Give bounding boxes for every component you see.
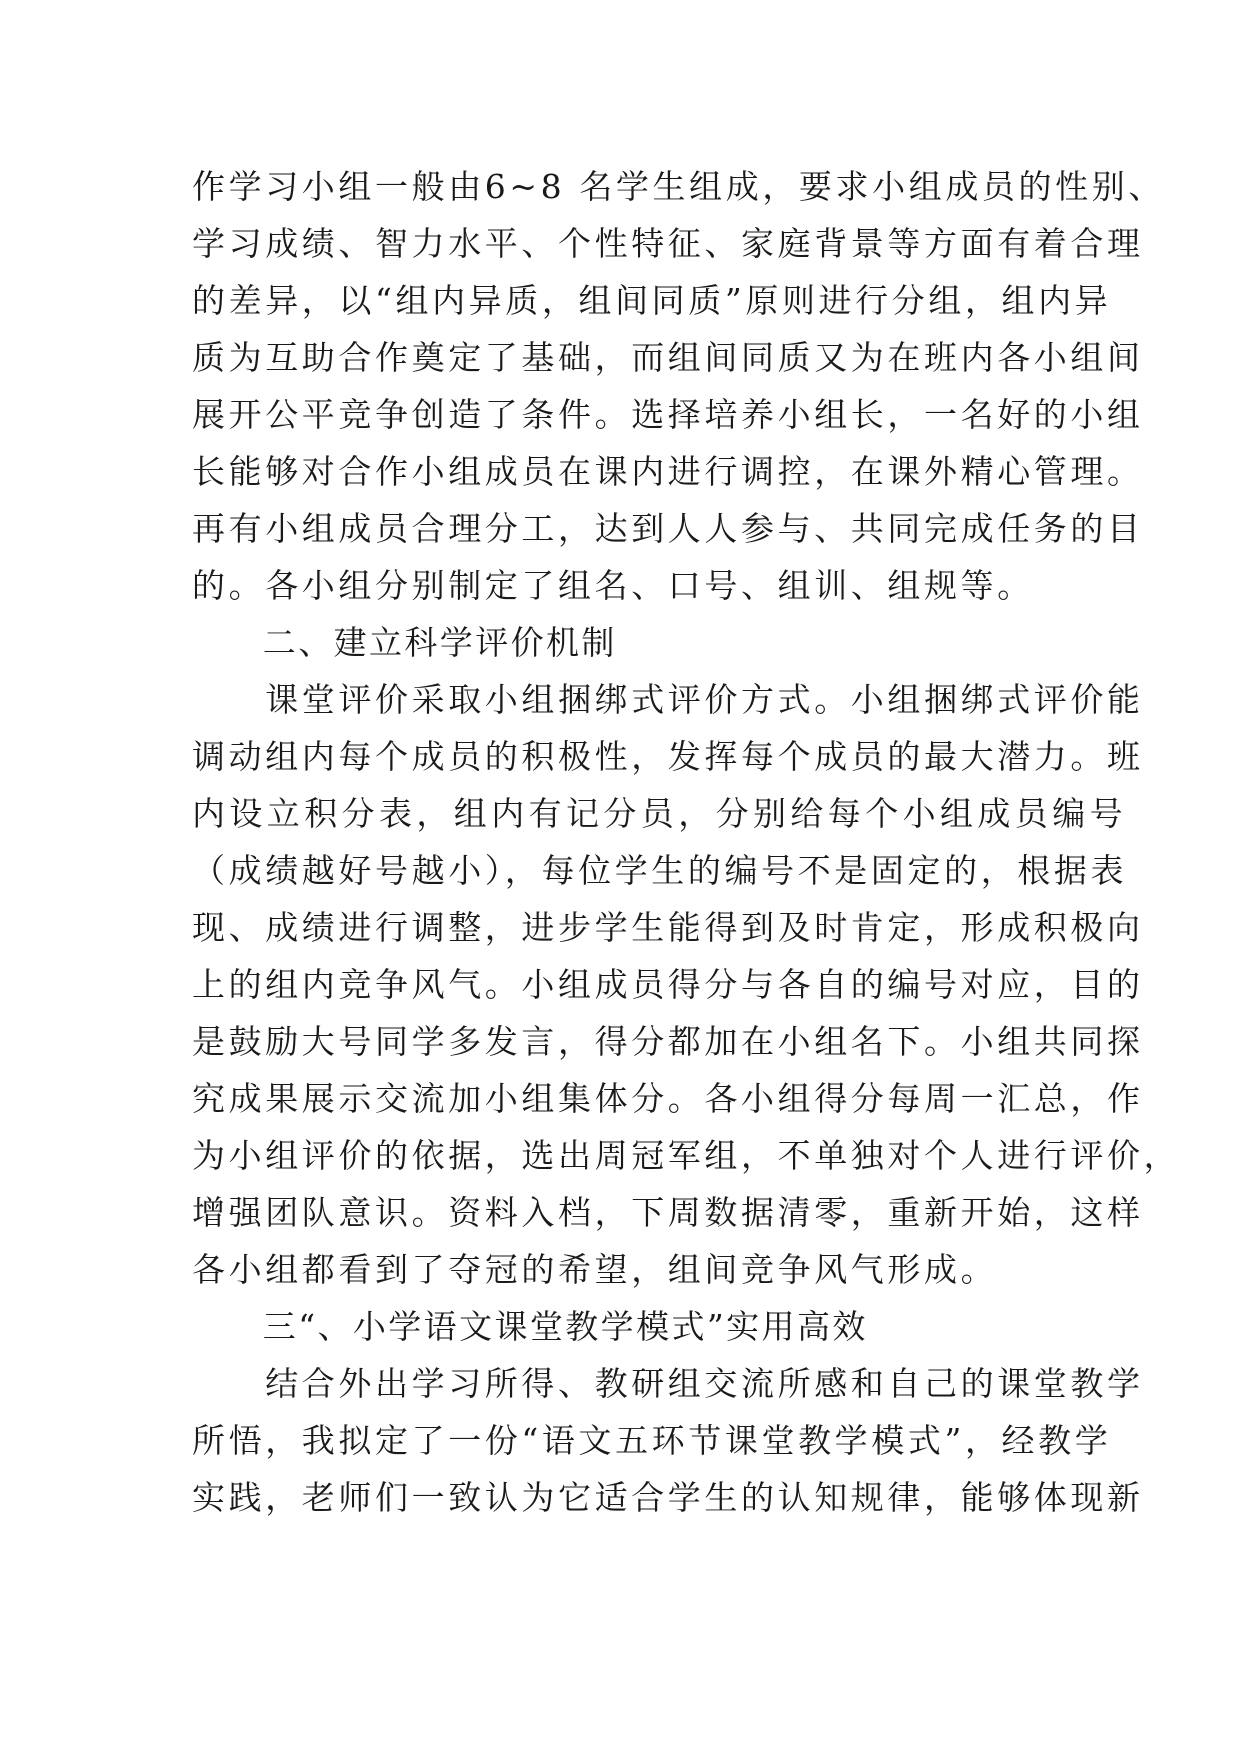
- text-line: 现、成绩进行调整，进步学生能得到及时肯定，形成积极向: [192, 908, 1144, 947]
- text-line: 展开公平竞争创造了条件。选择培养小组长，一名好的小组: [192, 395, 1144, 434]
- text-line: 所悟，我拟定了一份“语文五环节课堂教学模式”，经教学: [192, 1421, 1112, 1460]
- section-heading: 二、建立科学评价机制: [192, 623, 617, 662]
- text-line: 长能够对合作小组成员在课内进行调控，在课外精心管理。: [192, 452, 1144, 491]
- text-line: 调动组内每个成员的积极性，发挥每个成员的最大潜力。班: [192, 737, 1144, 776]
- text-line: 究成果展示交流加小组集体分。各小组得分每周一汇总，作: [192, 1079, 1144, 1118]
- text-line: （成绩越好号越小），每位学生的编号不是固定的，根据表: [192, 851, 1128, 890]
- text-line: 上的组内竞争风气。小组成员得分与各自的编号对应，目的: [192, 965, 1144, 1004]
- section-heading: 三“、小学语文课堂教学模式”实用高效: [192, 1307, 868, 1346]
- text-line: 学习成绩、智力水平、个性特征、家庭背景等方面有着合理: [192, 224, 1144, 263]
- text-line: 的差异，以“组内异质，组间同质”原则进行分组，组内异: [192, 281, 1112, 320]
- text-line: 增强团队意识。资料入档，下周数据清零，重新开始，这样: [192, 1193, 1144, 1232]
- text-line: 结合外出学习所得、教研组交流所感和自己的课堂教学: [192, 1364, 1144, 1403]
- text-line: 为小组评价的依据，选出周冠军组，不单独对个人进行评价，: [192, 1136, 1181, 1175]
- text-line: 再有小组成员合理分工，达到人人参与、共同完成任务的目: [192, 509, 1144, 548]
- text-line: 内设立积分表，组内有记分员，分别给每个小组成员编号: [192, 794, 1127, 833]
- text-line: 质为互助合作奠定了基础，而组间同质又为在班内各小组间: [192, 338, 1144, 377]
- text-line: 的。各小组分别制定了组名、口号、组训、组规等。: [192, 566, 1034, 605]
- text-line: 各小组都看到了夺冠的希望，组间竞争风气形成。: [192, 1250, 998, 1289]
- text-line: 课堂评价采取小组捆绑式评价方式。小组捆绑式评价能: [192, 680, 1144, 719]
- text-line: 作学习小组一般由6~8 名学生组成，要求小组成员的性别、: [192, 167, 1165, 206]
- document-body: [192, 158, 1181, 1526]
- text-line: 是鼓励大号同学多发言，得分都加在小组名下。小组共同探: [192, 1022, 1144, 1061]
- text-line: 实践，老师们一致认为它适合学生的认知规律，能够体现新: [192, 1478, 1144, 1517]
